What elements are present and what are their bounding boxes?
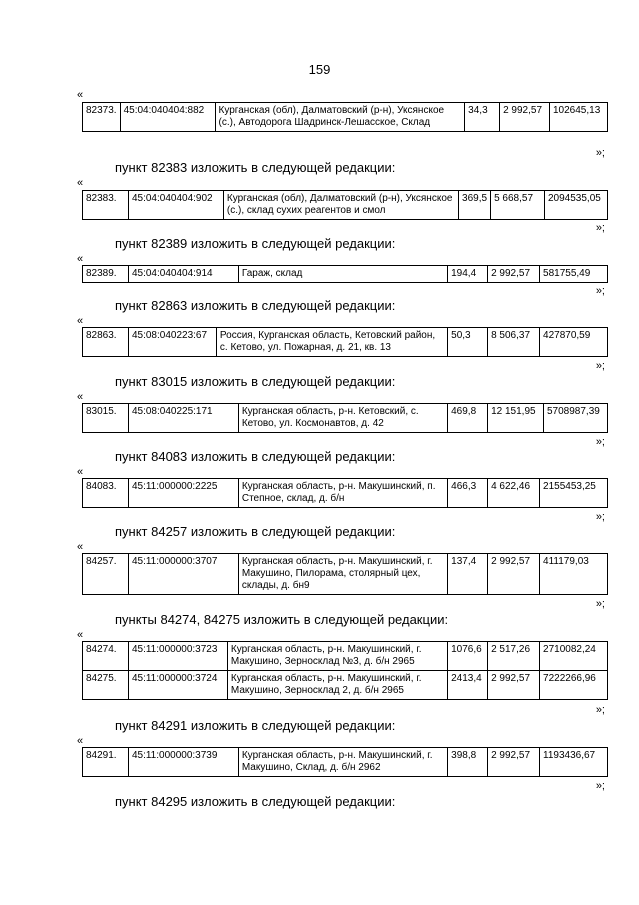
cell-address: Курганская область, р-н. Макушинский, г. Макушино, Склад, д. б/н 2962 — [238, 748, 447, 777]
cell-value: 427870,59 — [540, 328, 608, 357]
cell-cadastral: 45:04:040404:914 — [128, 266, 238, 283]
cell-value: 2094535,05 — [544, 191, 607, 220]
table-row — [83, 554, 608, 595]
instruction-text: пункт 84257 изложить в следующей редакции: — [115, 524, 396, 539]
cell-rate: 2 992,57 — [488, 671, 540, 700]
cell-area: 469,8 — [448, 404, 488, 433]
cell-number: 84275. — [83, 671, 129, 700]
cell-value: 102645,13 — [549, 103, 607, 132]
cell-area: 34,3 — [465, 103, 500, 132]
instruction-text: пункт 84291 изложить в следующей редакции: — [115, 718, 396, 733]
instruction-text: пункт 82383 изложить в следующей редакции: — [115, 160, 396, 175]
cell-area: 194,4 — [448, 266, 488, 283]
cell-rate: 8 506,37 — [488, 328, 540, 357]
cell-number: 84291. — [83, 748, 129, 777]
cell-cadastral: 45:11:000000:2225 — [128, 479, 238, 508]
cell-value: 2155453,25 — [540, 479, 608, 508]
cell-number: 82863. — [83, 328, 129, 357]
cell-number: 82383. — [83, 191, 129, 220]
cell-number: 83015. — [83, 404, 129, 433]
cell-number: 84274. — [83, 642, 129, 671]
close-quote: »; — [595, 704, 605, 716]
cell-area: 1076,6 — [448, 642, 488, 671]
open-quote: « — [77, 253, 84, 265]
instruction-text: пункт 83015 изложить в следующей редакции: — [115, 374, 396, 389]
instruction-text: пункт 82863 изложить в следующей редакции: — [115, 298, 396, 313]
cell-rate: 2 992,57 — [488, 554, 540, 595]
cell-cadastral: 45:11:000000:3707 — [128, 554, 238, 595]
cell-cadastral: 45:04:040404:902 — [128, 191, 223, 220]
data-table — [82, 190, 608, 220]
table-row — [83, 479, 608, 508]
instruction-text: пункт 84083 изложить в следующей редакции: — [115, 449, 396, 464]
table-row — [83, 103, 608, 132]
cell-cadastral: 45:11:000000:3724 — [128, 671, 227, 700]
table-row — [83, 748, 608, 777]
cell-cadastral: 45:08:040225:171 — [128, 404, 238, 433]
cell-value: 5708987,39 — [543, 404, 607, 433]
table-row — [83, 191, 608, 220]
table-row — [83, 404, 608, 433]
cell-rate: 2 992,57 — [488, 266, 540, 283]
cell-address: Курганская область, р-н. Макушинский, г. Макушино, Пилорама, столярный цех, склады, д. бн9 — [238, 554, 447, 595]
open-quote: « — [77, 315, 84, 327]
cell-value: 411179,03 — [540, 554, 608, 595]
close-quote: »; — [595, 285, 605, 297]
cell-area: 466,3 — [448, 479, 488, 508]
cell-address: Курганская (обл), Далматовский (р-н), Уксянское (с.), склад сухих реагентов и смол — [223, 191, 458, 220]
table-row — [83, 328, 608, 357]
table-row — [83, 671, 608, 700]
cell-address: Курганская область, р-н. Макушинский, п. Степное, склад, д. б/н — [238, 479, 447, 508]
data-table — [82, 403, 608, 433]
open-quote: « — [77, 629, 84, 641]
table-row — [83, 642, 608, 671]
close-quote: »; — [595, 511, 605, 523]
open-quote: « — [77, 177, 84, 189]
cell-cadastral: 45:11:000000:3723 — [128, 642, 227, 671]
instruction-text: пункт 84295 изложить в следующей редакции: — [115, 794, 396, 809]
cell-rate: 4 622,46 — [488, 479, 540, 508]
cell-cadastral: 45:04:040404:882 — [120, 103, 215, 132]
data-table — [82, 265, 608, 283]
instruction-text: пункт 82389 изложить в следующей редакции: — [115, 236, 396, 251]
cell-address: Курганская (обл), Далматовский (р-н), Уксянское (с.), Автодорога Шадринск-Лешасское, Склад — [215, 103, 465, 132]
data-table — [82, 102, 608, 132]
open-quote: « — [77, 391, 84, 403]
cell-value: 1193436,67 — [540, 748, 608, 777]
open-quote: « — [77, 89, 84, 101]
data-table — [82, 327, 608, 357]
cell-cadastral: 45:08:040223:67 — [128, 328, 216, 357]
cell-area: 369,5 — [459, 191, 491, 220]
cell-area: 398,8 — [448, 748, 488, 777]
cell-number: 84257. — [83, 554, 129, 595]
data-table — [82, 553, 608, 595]
cell-number: 82373. — [83, 103, 121, 132]
open-quote: « — [77, 541, 84, 553]
data-table — [82, 747, 608, 777]
cell-rate: 2 992,57 — [488, 748, 540, 777]
cell-address: Гараж, склад — [238, 266, 447, 283]
page-number: 159 — [308, 62, 331, 77]
close-quote: »; — [595, 780, 605, 792]
cell-address: Курганская область, р-н. Макушинский, г. Макушино, Зерносклад 2, д. б/н 2965 — [227, 671, 447, 700]
cell-number: 84083. — [83, 479, 129, 508]
data-table — [82, 478, 608, 508]
cell-address: Курганская область, р-н. Кетовский, с. Кетово, ул. Космонавтов, д. 42 — [238, 404, 447, 433]
cell-area: 50,3 — [448, 328, 488, 357]
cell-address: Россия, Курганская область, Кетовский район, с. Кетово, ул. Пожарная, д. 21, кв. 13 — [216, 328, 447, 357]
open-quote: « — [77, 735, 84, 747]
cell-value: 7222266,96 — [540, 671, 608, 700]
table-row — [83, 266, 608, 283]
data-table — [82, 641, 608, 700]
cell-area: 137,4 — [448, 554, 488, 595]
cell-rate: 2 517,26 — [488, 642, 540, 671]
cell-cadastral: 45:11:000000:3739 — [128, 748, 238, 777]
cell-value: 2710082,24 — [540, 642, 608, 671]
cell-rate: 12 151,95 — [488, 404, 544, 433]
cell-rate: 2 992,57 — [500, 103, 550, 132]
open-quote: « — [77, 466, 84, 478]
close-quote: »; — [595, 222, 605, 234]
cell-rate: 5 668,57 — [491, 191, 545, 220]
cell-number: 82389. — [83, 266, 129, 283]
cell-address: Курганская область, р-н. Макушинский, г. Макушино, Зерносклад №3, д. б/н 2965 — [227, 642, 447, 671]
instruction-text: пункты 84274, 84275 изложить в следующей редакции: — [115, 612, 449, 627]
cell-value: 581755,49 — [540, 266, 608, 283]
close-quote: »; — [595, 598, 605, 610]
close-quote: »; — [595, 360, 605, 372]
close-quote: »; — [595, 436, 605, 448]
cell-area: 2413,4 — [448, 671, 488, 700]
close-quote: »; — [595, 147, 605, 159]
